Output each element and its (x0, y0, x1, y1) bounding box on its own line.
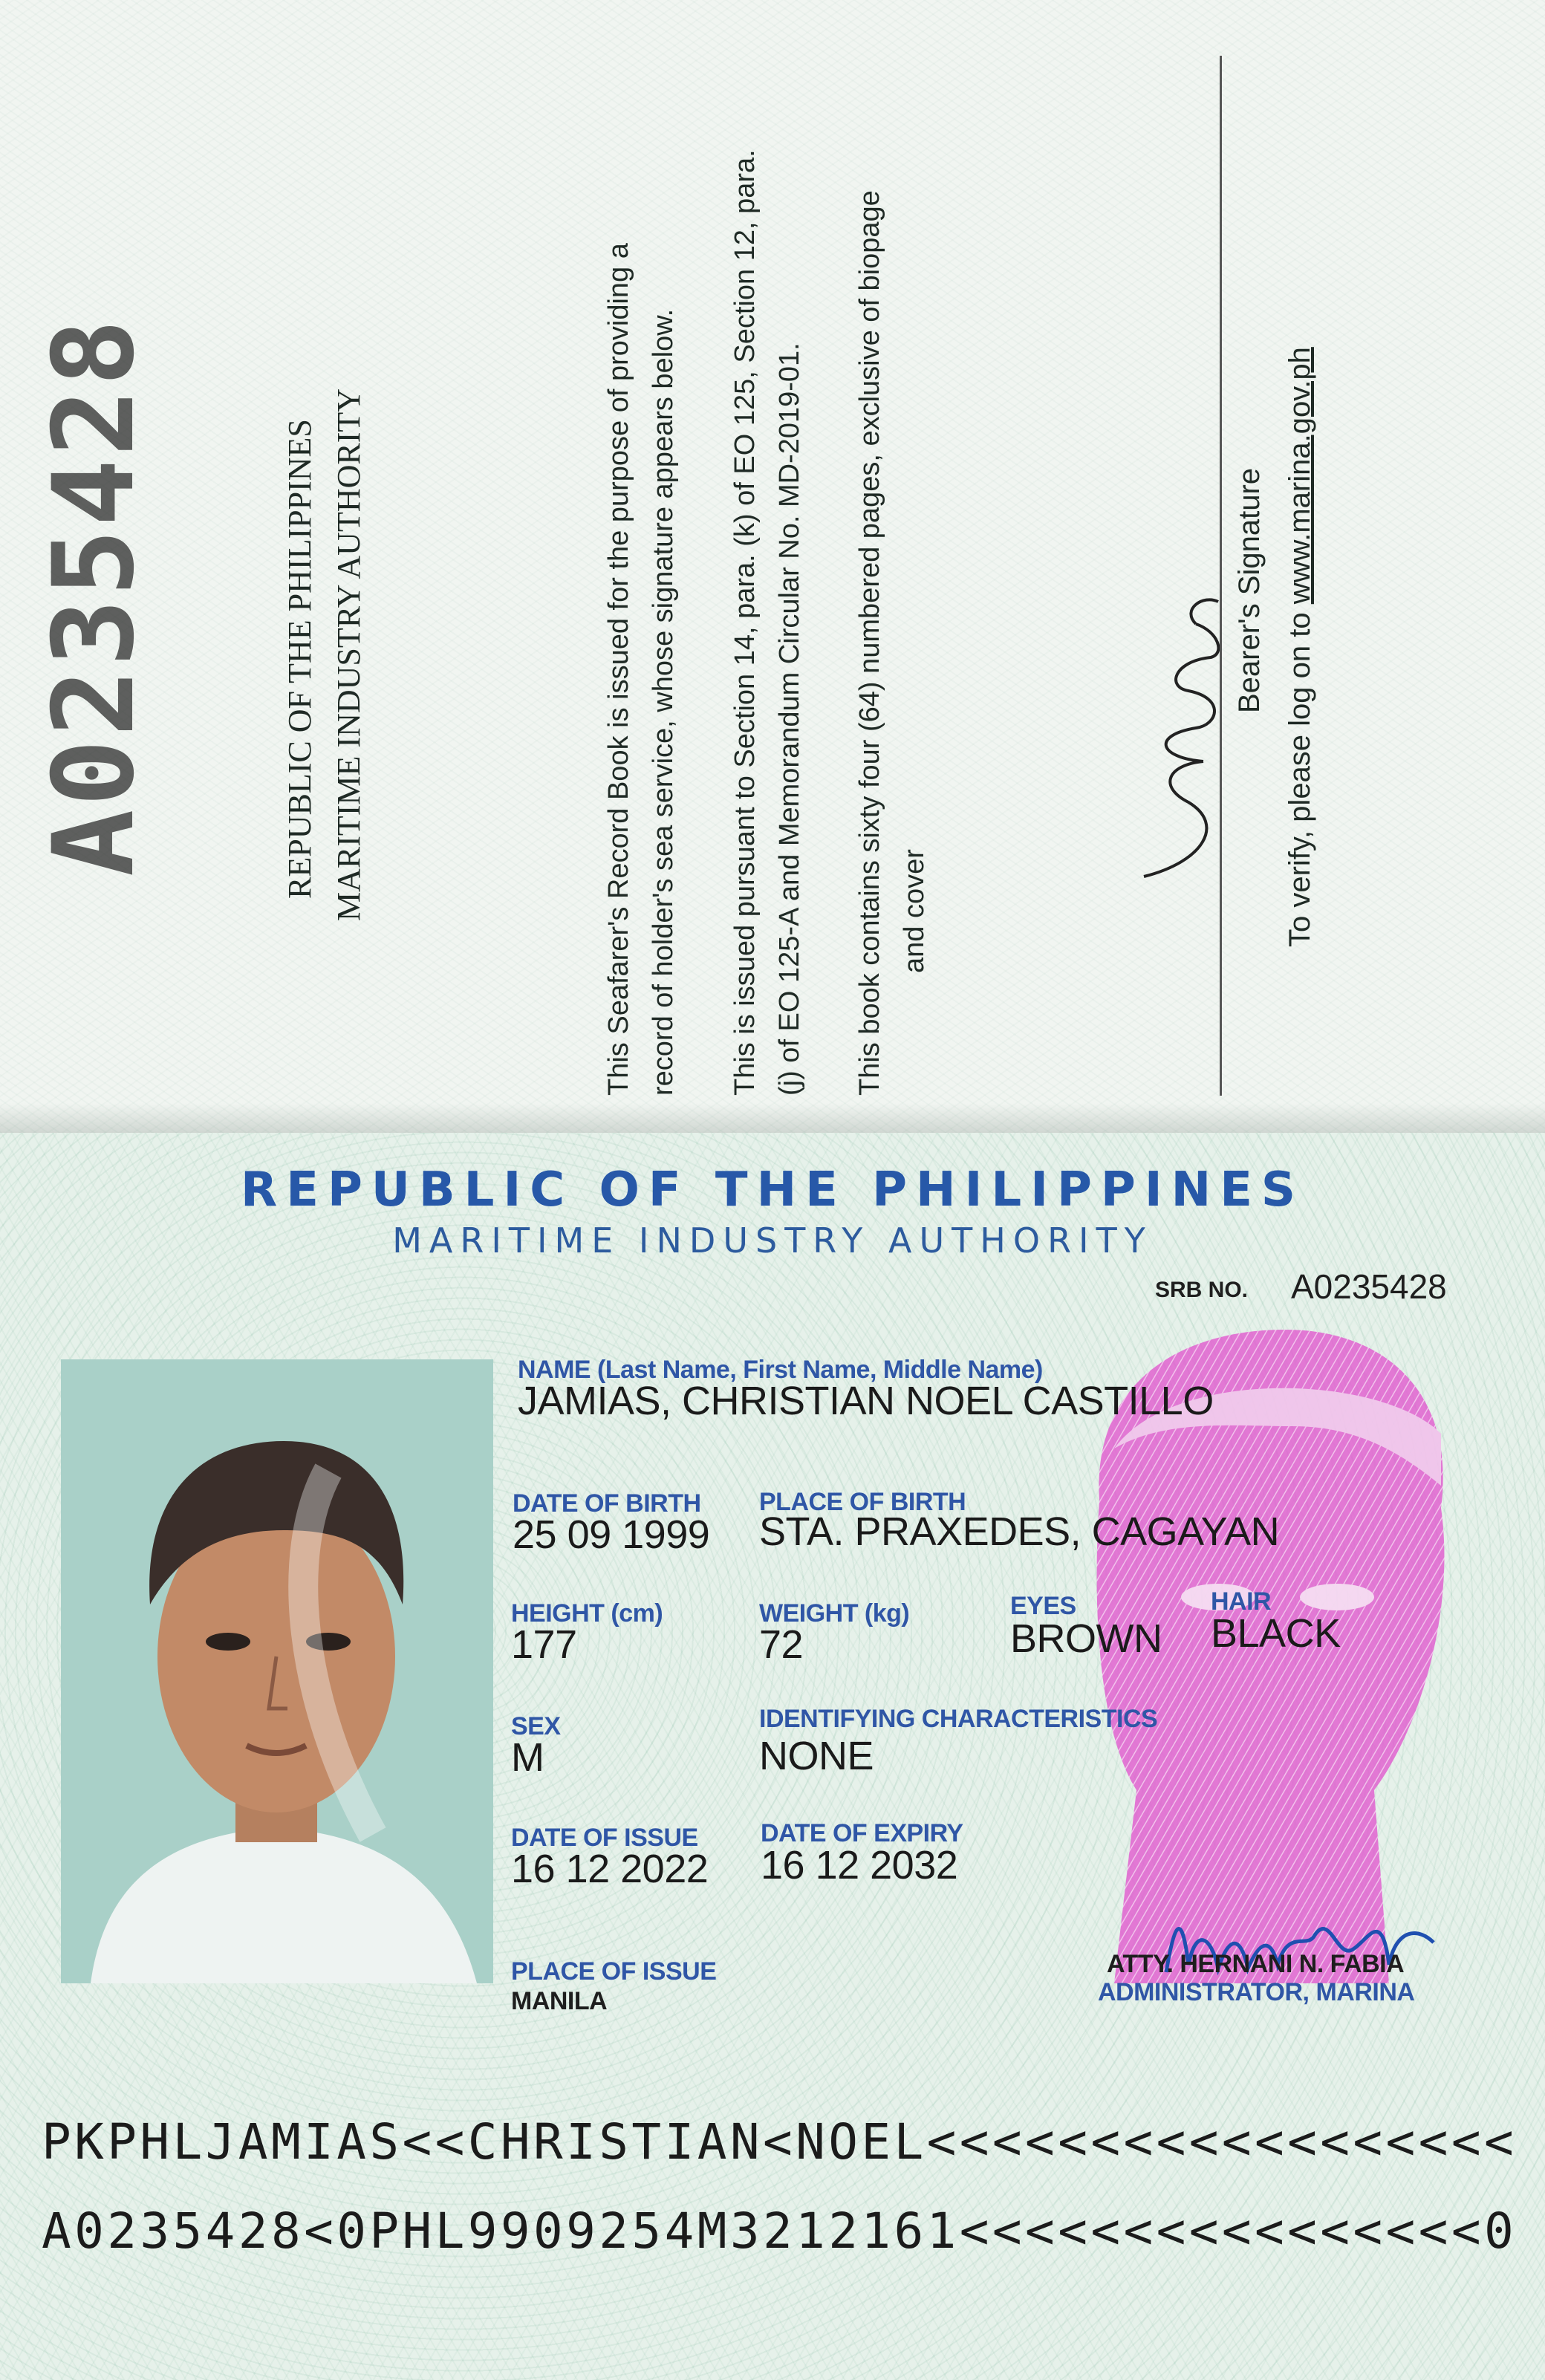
mrz-line-1: PKPHLJAMIAS<<CHRISTIAN<NOEL<<<<<<<<<<<<<<<<<< (42, 2113, 1518, 2171)
weight-value: 72 (759, 1622, 804, 1667)
srb-label: SRB NO. (1155, 1278, 1249, 1302)
place-of-issue-value: MANILA (511, 1987, 608, 2015)
signature-line (1220, 56, 1222, 1096)
para3-line2: and cover (899, 849, 930, 973)
height-label: HEIGHT (cm) (511, 1599, 663, 1628)
top-page (0, 0, 1545, 1133)
pob-label: PLACE OF BIRTH (759, 1488, 966, 1516)
top-issuer-line2: MARITIME INDUSTRY AUTHORITY (331, 388, 367, 921)
hair-value: BLACK (1211, 1611, 1341, 1656)
mrz-line-2: A0235428<0PHL9909254M3212161<<<<<<<<<<<<<<<<0 (42, 2202, 1518, 2260)
sex-value: M (511, 1735, 544, 1780)
dob-label: DATE OF BIRTH (513, 1489, 701, 1518)
identifying-characteristics-label: IDENTIFYING CHARACTERISTICS (759, 1705, 1158, 1733)
administrator-name: ATTY. HERNANI N. FABIA (1107, 1950, 1405, 1978)
serial-number-text: A0235428 (30, 316, 159, 877)
weight-label: WEIGHT (kg) (759, 1599, 910, 1628)
data-header-line2: MARITIME INDUSTRY AUTHORITY (392, 1220, 1153, 1261)
date-of-expiry-label: DATE OF EXPIRY (761, 1819, 963, 1847)
bearer-signature-label: Bearer's Signature (1233, 467, 1266, 713)
data-header-line1: REPUBLIC OF THE PHILIPPINES (241, 1163, 1304, 1217)
sex-label: SEX (511, 1712, 561, 1740)
date-of-issue-label: DATE OF ISSUE (511, 1824, 698, 1852)
top-issuer-line1: REPUBLIC OF THE PHILIPPINES (282, 419, 318, 899)
verify-text (1284, 347, 1317, 947)
eyes-value: BROWN (1010, 1616, 1162, 1661)
para2-line2: (j) of EO 125-A and Memorandum Circular No. MD-2019-01. (774, 342, 805, 1096)
para1-line2: record of holder's sea service, whose signature appears below. (648, 308, 679, 1096)
name-label: NAME (Last Name, First Name, Middle Name) (518, 1356, 1043, 1384)
pob-value: STA. PRAXEDES, CAGAYAN (759, 1509, 1280, 1554)
para2-line1: This is issued pursuant to Section 14, para. (k) of EO 125, Section 12, para. (729, 149, 761, 1096)
date-of-expiry-value: 16 12 2032 (761, 1843, 958, 1888)
para1-line1: This Seafarer's Record Book is issued for the purpose of providing a (603, 243, 634, 1096)
height-value: 177 (511, 1622, 577, 1667)
biodata-page (0, 1133, 1545, 2380)
administrator-title: ADMINISTRATOR, MARINA (1098, 1978, 1415, 2006)
place-of-issue-label: PLACE OF ISSUE (511, 1957, 717, 1986)
eyes-label: EYES (1010, 1592, 1076, 1620)
srb-number: A0235428 (1291, 1267, 1447, 1306)
verify-prefix: To verify, please log on to (1284, 604, 1316, 947)
verify-url-link[interactable]: www.marina.gov.ph (1284, 347, 1316, 605)
dob-value: 25 09 1999 (513, 1512, 710, 1557)
holder-portrait-graphic (61, 1359, 493, 1983)
identifying-characteristics-value: NONE (759, 1734, 874, 1778)
date-of-issue-value: 16 12 2022 (511, 1847, 709, 1891)
hair-label: HAIR (1211, 1587, 1272, 1616)
perforated-serial-number (30, 316, 159, 877)
holder-photo (61, 1359, 493, 1983)
name-value: JAMIAS, CHRISTIAN NOEL CASTILLO (518, 1379, 1214, 1423)
para3-line1: This book contains sixty four (64) numbered pages, exclusive of biopage (854, 190, 885, 1096)
